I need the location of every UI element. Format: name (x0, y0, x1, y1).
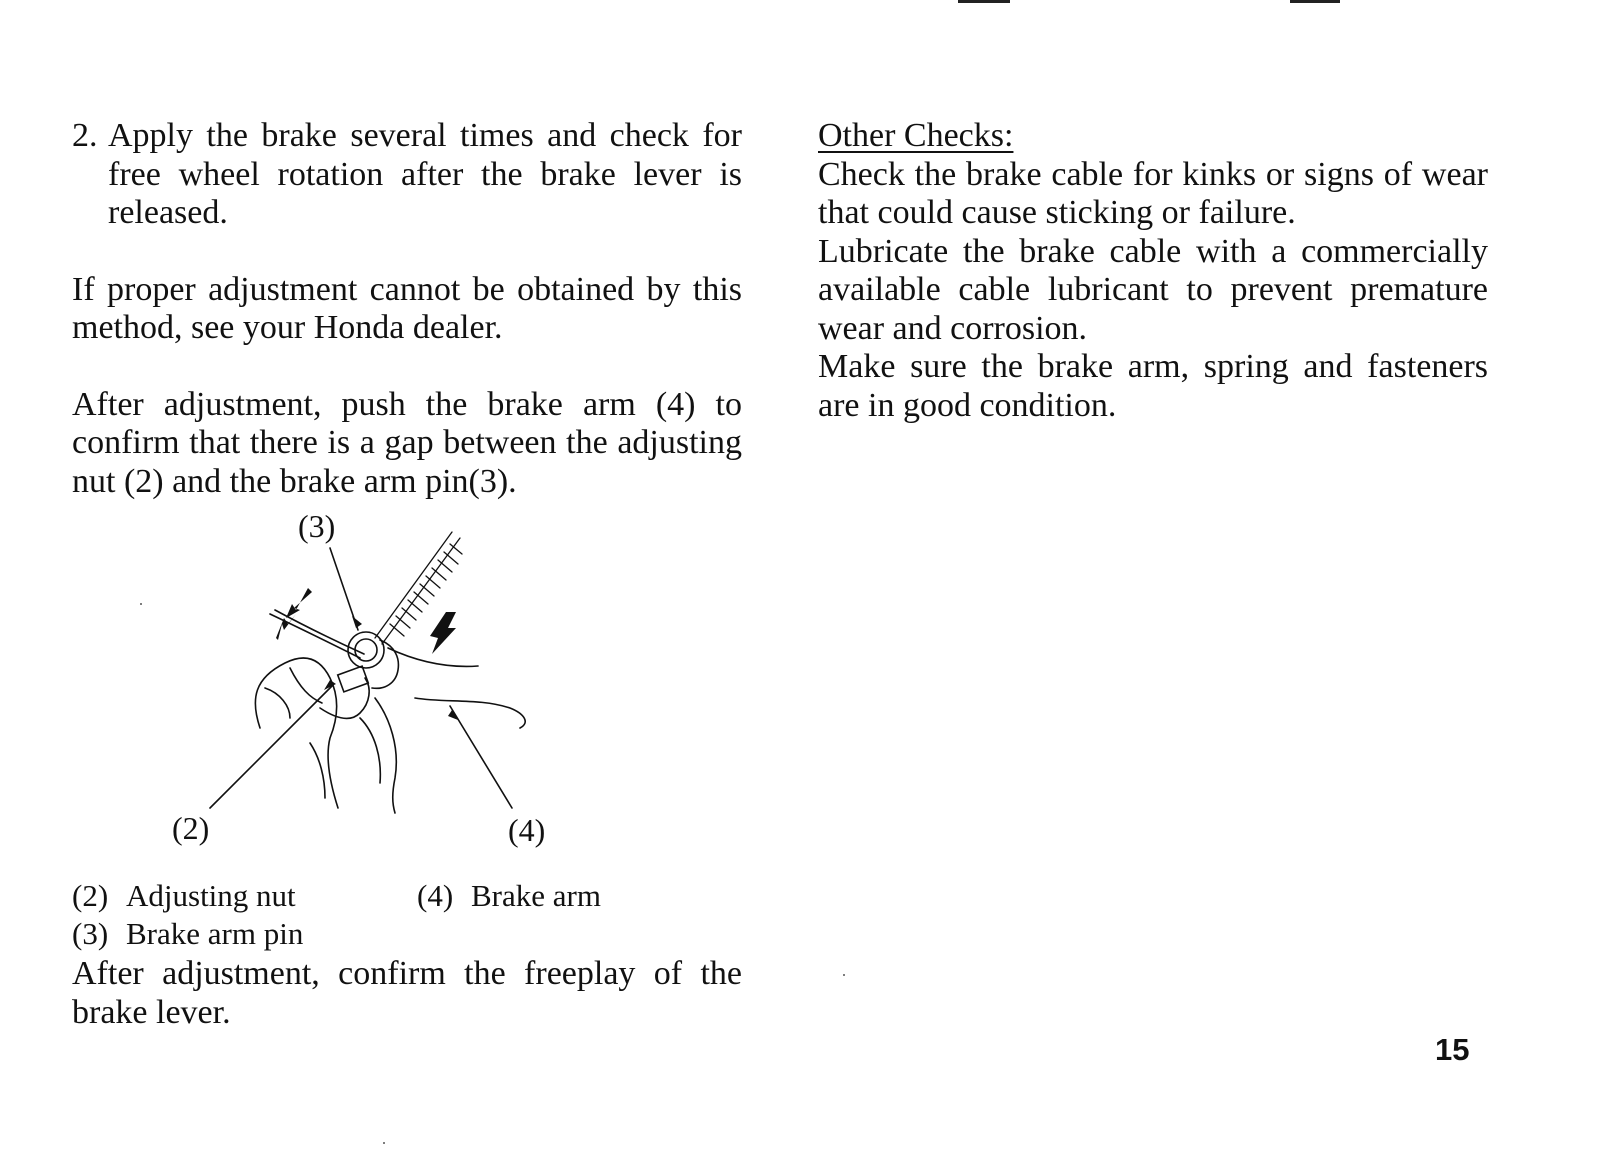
right-column (818, 117, 1488, 425)
freeplay-paragraph: After adjustment, confirm the freeplay of the brake lever. (72, 955, 742, 1031)
step-text: Apply the brake several times and check for free wheel rotation after the brake lever is released. (108, 117, 742, 231)
page-number: 15 (1435, 1032, 1470, 1067)
legend-item-2: (2) Adjusting nut (72, 878, 296, 913)
figure-label-3: (3) (298, 508, 336, 544)
freeplay-section (72, 955, 742, 1032)
scan-speck (140, 603, 142, 605)
adjusting-nut (338, 666, 369, 692)
brake-arm-drawing (160, 518, 580, 858)
legend-item-3: (3) Brake arm pin (72, 916, 304, 951)
cable-kinks-paragraph: Check the brake cable for kinks or signs of wear that could cause sticking or failure. (818, 155, 1488, 231)
brake-arm-illustration (160, 508, 580, 858)
top-edge-mark (1290, 0, 1340, 3)
scan-speck (843, 974, 845, 976)
legend-item-4: (4) Brake arm (417, 878, 601, 913)
step-number: 2. (72, 117, 98, 154)
scan-speck (383, 1142, 385, 1144)
step-2 (72, 117, 742, 233)
after-adjustment-paragraph: After adjustment, push the brake arm (4) to confirm that there is a gap between the adjusting nut (2) and the brake arm pin(3). (72, 385, 742, 500)
lubricate-paragraph: Lubricate the brake cable with a commercially available cable lubricant to prevent premature wear and corrosion. (818, 232, 1488, 347)
top-edge-mark (958, 0, 1010, 3)
dealer-paragraph: If proper adjustment cannot be obtained by this method, see your Honda dealer. (72, 270, 742, 346)
figure-label-2: (2) (172, 810, 210, 846)
spring (375, 532, 462, 644)
other-checks-heading: Other Checks: (818, 117, 1014, 154)
make-sure-paragraph: Make sure the brake arm, spring and fasteners are in good condition. (818, 348, 1488, 424)
left-column (72, 117, 742, 501)
figure-label-4: (4) (508, 812, 546, 848)
